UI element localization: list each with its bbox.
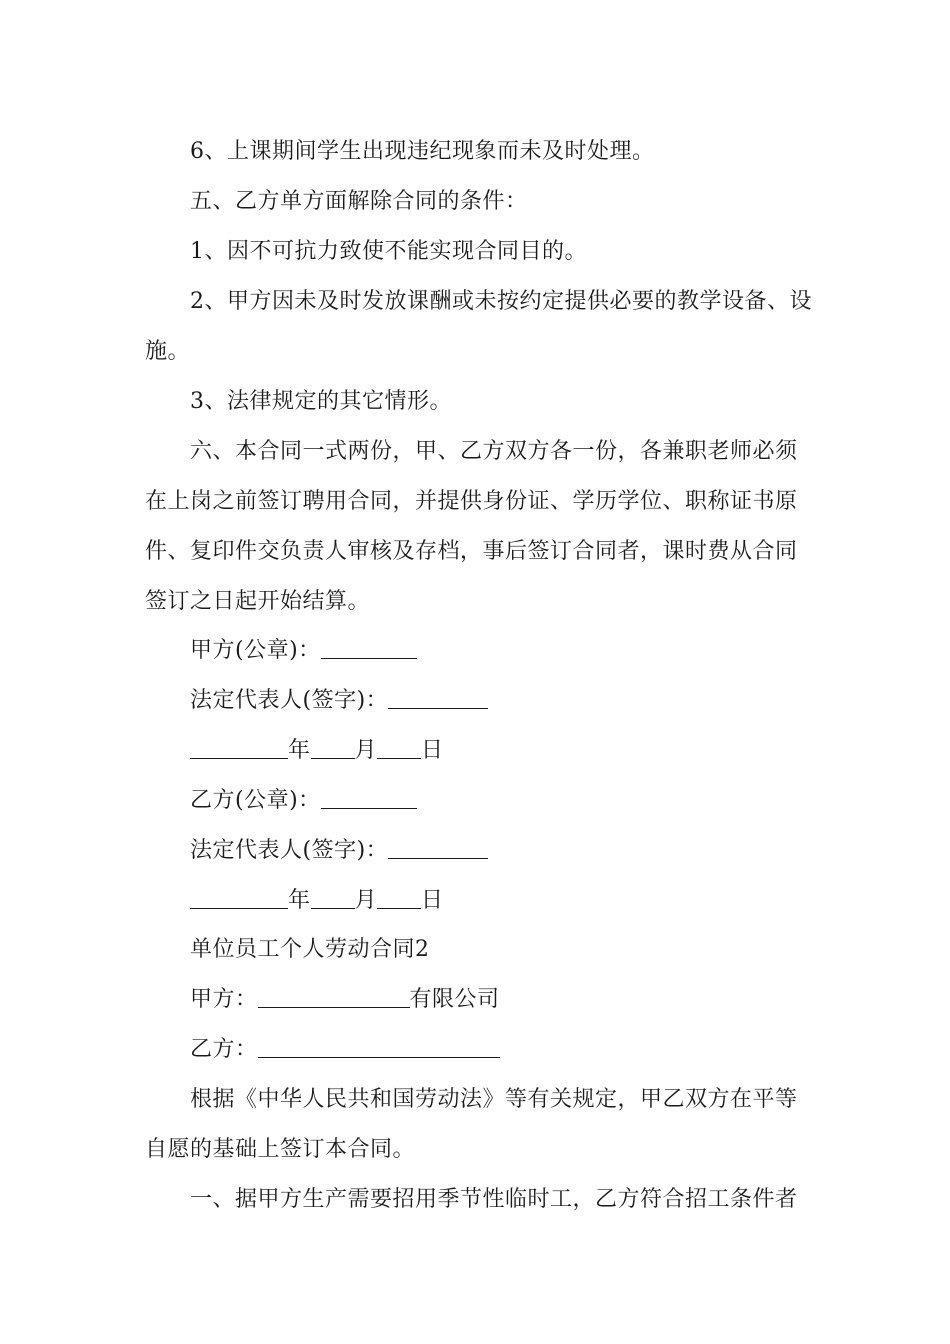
- party-b-seal-label: 乙方(公章)：: [190, 788, 321, 813]
- party-b-year-label: 年: [288, 888, 311, 913]
- section-6-text-cont-2: 件、复印件交负责人审核及存档，事后签订合同者，课时费从合同: [145, 539, 798, 564]
- contract-2-title: 单位员工个人劳动合同2: [190, 937, 430, 962]
- party-b-month-label: 月: [354, 888, 378, 913]
- party-a-seal-label: 甲方(公章)：: [190, 638, 321, 663]
- party-a-day-label: 日: [421, 738, 444, 763]
- contract-2-party-a-label: 甲方：: [190, 987, 258, 1012]
- section-6-text-cont-1: 在上岗之前签订聘用合同，并提供身份证、学历学位、职称证书原: [145, 489, 798, 514]
- contract-2-party-b-label: 乙方：: [190, 1037, 258, 1062]
- contract-2-party-b-blank: [258, 1037, 500, 1058]
- signature-party-a-seal: [190, 636, 417, 666]
- party-a-day-blank: [377, 738, 421, 759]
- section-5-heading: 五、乙方单方面解除合同的条件：: [190, 189, 528, 214]
- party-b-rep-label: 法定代表人(签字)：: [190, 838, 389, 863]
- contract-2-preamble: 根据《中华人民共和国劳动法》等有关规定，甲乙双方在平等: [190, 1087, 798, 1112]
- party-b-seal-blank: [321, 788, 417, 809]
- section-6-text: 六、本合同一式两份，甲、乙方双方各一份，各兼职老师必须: [190, 439, 798, 464]
- party-b-day-label: 日: [421, 888, 444, 913]
- section-6-text-cont-3: 签订之日起开始结算。: [145, 589, 371, 614]
- signature-party-a-date: [190, 736, 444, 766]
- party-a-seal-blank: [321, 638, 417, 659]
- signature-party-a-rep: [190, 686, 488, 716]
- party-a-rep-label: 法定代表人(签字)：: [190, 688, 389, 713]
- clause-6-text: 6、上课期间学生出现违纪现象而未及时处理。: [190, 139, 655, 164]
- party-b-year-blank: [190, 888, 288, 909]
- party-a-month-blank: [311, 738, 355, 759]
- contract-2-party-a-blank: [258, 987, 410, 1008]
- signature-party-b-rep: [190, 836, 488, 866]
- party-a-month-label: 月: [354, 738, 378, 763]
- signature-party-b-seal: [190, 786, 417, 816]
- party-b-rep-blank: [388, 838, 488, 859]
- signature-party-b-date: [190, 886, 444, 916]
- contract-2-party-a-suffix: 有限公司: [409, 987, 500, 1012]
- contract-2-preamble-cont: 自愿的基础上签订本合同。: [145, 1137, 416, 1162]
- contract-2-section-1: 一、据甲方生产需要招用季节性临时工，乙方符合招工条件者: [190, 1187, 798, 1212]
- party-b-month-blank: [311, 888, 355, 909]
- clause-3-text: 3、法律规定的其它情形。: [190, 389, 452, 414]
- clause-2-text: 2、甲方因未及时发放课酬或未按约定提供必要的教学设备、设: [190, 289, 812, 314]
- clause-2-text-cont: 施。: [145, 339, 191, 364]
- party-a-year-blank: [190, 738, 288, 759]
- contract-2-party-b: [190, 1035, 500, 1065]
- party-a-rep-blank: [388, 688, 488, 709]
- clause-1-text: 1、因不可抗力致使不能实现合同目的。: [190, 239, 587, 264]
- contract-2-party-a: [190, 985, 500, 1015]
- party-a-year-label: 年: [288, 738, 311, 763]
- party-b-day-blank: [377, 888, 421, 909]
